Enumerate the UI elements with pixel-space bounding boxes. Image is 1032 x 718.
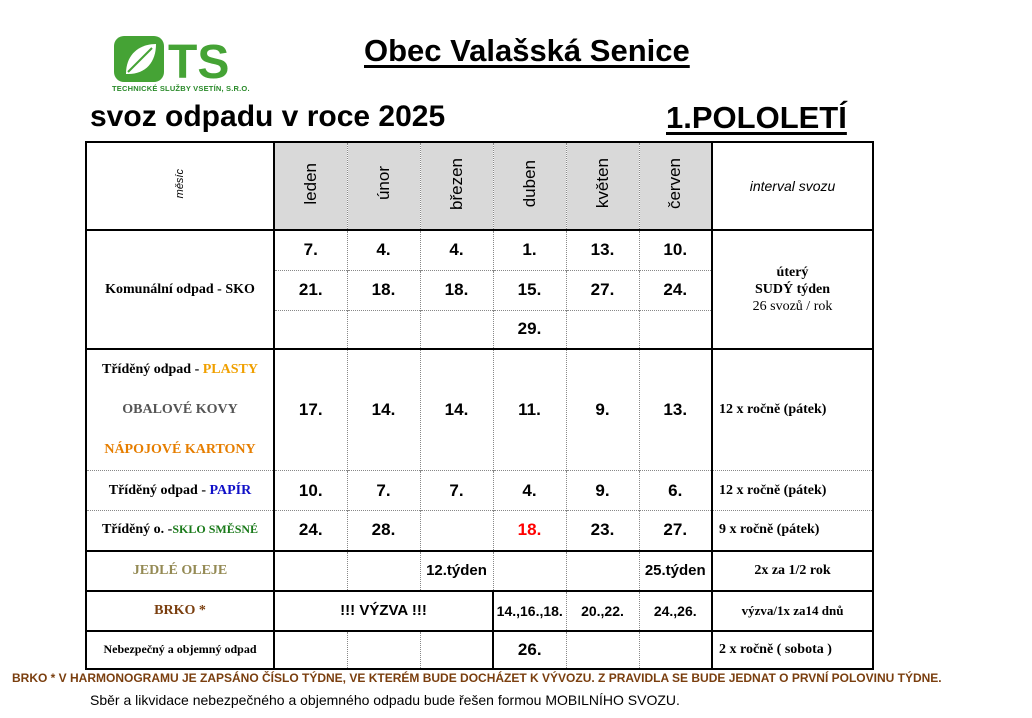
brko-row xyxy=(86,591,873,631)
nebezpecny-value xyxy=(566,631,639,669)
oleje-value: 12.týden xyxy=(420,551,493,591)
sklo-interval: 9 x ročně (pátek) xyxy=(712,511,873,551)
nebezpecny-value xyxy=(420,631,493,669)
sklo-value: 28. xyxy=(347,511,420,551)
sko-value: 18. xyxy=(347,270,420,310)
sklo-value-highlight: 18. xyxy=(493,511,566,551)
brko-value: 14.,16.,18. xyxy=(493,591,566,631)
sko-value xyxy=(420,310,493,349)
papir-value: 7. xyxy=(420,471,493,511)
page-title: Obec Valašská Senice xyxy=(364,33,690,68)
plasty-value: 9. xyxy=(566,349,639,471)
nebezpecny-row xyxy=(86,631,873,669)
month-header-label: měsíc xyxy=(174,168,186,199)
logo-caption: TECHNICKÉ SLUŽBY VSETÍN, S.R.O. xyxy=(112,84,250,93)
sko-value: 24. xyxy=(639,270,712,310)
brko-footnote: BRKO * V HARMONOGRAMU JE ZAPSÁNO ČÍSLO TÝDNE, VE KTERÉM BUDE DOCHÁZET K VÝVOZU. Z PRAVIDLA SE BUDE JEDNAT O PRVNÍ POLOVINU TÝDNE. xyxy=(12,671,942,685)
sklo-value: 27. xyxy=(639,511,712,551)
sklo-value: 24. xyxy=(274,511,347,551)
sko-value: 7. xyxy=(274,230,347,270)
sko-label: Komunální odpad - SKO xyxy=(86,230,274,349)
papir-interval: 12 x ročně (pátek) xyxy=(712,471,873,511)
sko-value xyxy=(347,310,420,349)
sko-value: 13. xyxy=(566,230,639,270)
sklo-value: 23. xyxy=(566,511,639,551)
plasty-interval: 12 x ročně (pátek) xyxy=(712,349,873,471)
schedule-table xyxy=(85,141,874,670)
nebezpecny-label: Nebezpečný a objemný odpad xyxy=(86,631,274,669)
kovy-label: OBALOVÉ KOVY xyxy=(122,402,238,417)
nebezpecny-value: 26. xyxy=(493,631,566,669)
oleje-value: 25.týden xyxy=(639,551,712,591)
oleje-value xyxy=(274,551,347,591)
sko-value: 21. xyxy=(274,270,347,310)
month-duben: duben xyxy=(493,142,566,230)
plasty-label-line: Tříděný odpad - PLASTY xyxy=(102,362,258,377)
month-brezen: březen xyxy=(420,142,493,230)
oleje-value xyxy=(347,551,420,591)
sko-interval-day: úterý xyxy=(776,265,809,280)
month-header-cell xyxy=(86,142,274,230)
papir-value: 6. xyxy=(639,471,712,511)
papir-label: Tříděný odpad - PAPÍR xyxy=(86,471,274,511)
sklo-value xyxy=(420,511,493,551)
oleje-label: JEDLÉ OLEJE xyxy=(86,551,274,591)
brko-interval: výzva/1x za14 dnů xyxy=(712,591,873,631)
brko-value: 20.,22. xyxy=(566,591,639,631)
sko-value: 29. xyxy=(493,310,566,349)
sklo-row xyxy=(86,511,873,551)
month-kveten: květen xyxy=(566,142,639,230)
sko-value: 4. xyxy=(420,230,493,270)
papir-value: 4. xyxy=(493,471,566,511)
sko-value xyxy=(566,310,639,349)
plasty-label xyxy=(86,349,274,471)
papir-value: 10. xyxy=(274,471,347,511)
papir-value: 9. xyxy=(566,471,639,511)
nebezpecny-value xyxy=(347,631,420,669)
sko-value: 18. xyxy=(420,270,493,310)
oleje-value xyxy=(493,551,566,591)
sko-value: 1. xyxy=(493,230,566,270)
oleje-interval: 2x za 1/2 rok xyxy=(712,551,873,591)
nebezpecny-value xyxy=(639,631,712,669)
sko-interval-count: 26 svozů / rok xyxy=(752,299,833,314)
oleje-row xyxy=(86,551,873,591)
sko-value xyxy=(274,310,347,349)
sko-row-1 xyxy=(86,230,873,270)
plasty-value: 14. xyxy=(420,349,493,471)
sko-value: 4. xyxy=(347,230,420,270)
brko-challenge: !!! VÝZVA !!! xyxy=(274,591,493,631)
kartony-label: NÁPOJOVÉ KARTONY xyxy=(104,442,256,457)
plasty-value: 14. xyxy=(347,349,420,471)
sko-value xyxy=(639,310,712,349)
nebezpecny-interval: 2 x ročně ( sobota ) xyxy=(712,631,873,669)
half-year-label: 1.POLOLETÍ xyxy=(666,100,847,135)
month-leden: leden xyxy=(274,142,347,230)
nebezpecny-value xyxy=(274,631,347,669)
papir-row xyxy=(86,471,873,511)
plasty-value: 11. xyxy=(493,349,566,471)
brko-label: BRKO * xyxy=(86,591,274,631)
sko-value: 15. xyxy=(493,270,566,310)
header-row xyxy=(86,142,873,230)
interval-header: interval svozu xyxy=(712,142,873,230)
month-unor: únor xyxy=(347,142,420,230)
plasty-value: 17. xyxy=(274,349,347,471)
sklo-label: Tříděný o. -SKLO SMĚSNÉ xyxy=(86,511,274,551)
sko-value: 10. xyxy=(639,230,712,270)
sko-interval-week: SUDÝ týden xyxy=(754,282,831,297)
plasty-value: 13. xyxy=(639,349,712,471)
brko-value: 24.,26. xyxy=(639,591,712,631)
sko-interval xyxy=(712,230,873,349)
collection-note: Sběr a likvidace nebezpečného a objemného odpadu bude řešen formou MOBILNÍHO SVOZU. xyxy=(90,692,680,708)
logo-mark: TS xyxy=(168,36,230,89)
oleje-value xyxy=(566,551,639,591)
page-subtitle: svoz odpadu v roce 2025 xyxy=(90,100,446,133)
papir-value: 7. xyxy=(347,471,420,511)
sko-value: 27. xyxy=(566,270,639,310)
plasty-row xyxy=(86,349,873,471)
month-cerven: červen xyxy=(639,142,712,230)
